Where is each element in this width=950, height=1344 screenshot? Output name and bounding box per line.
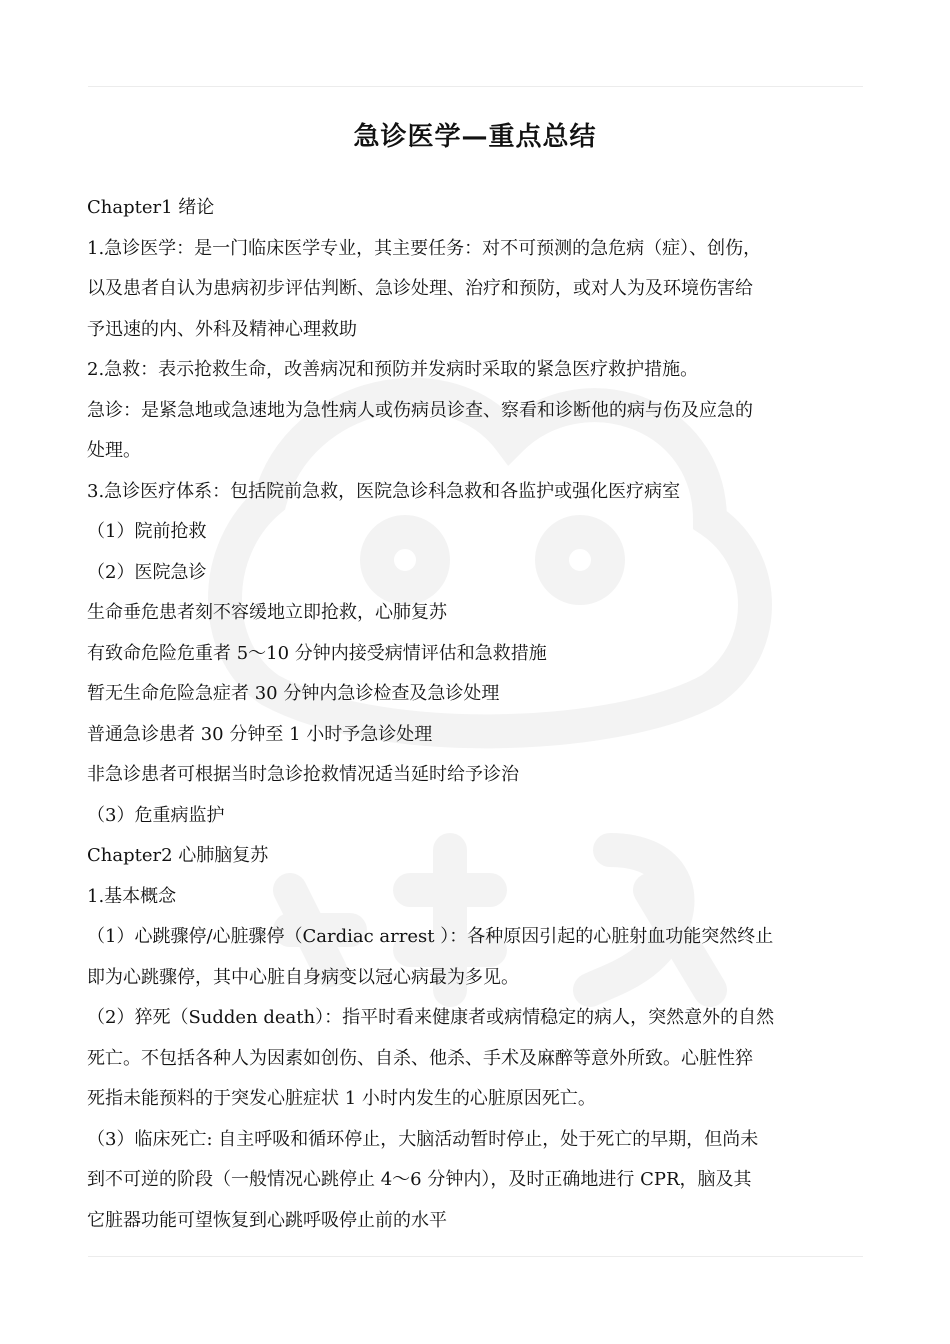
paragraph-line: 予迅速的内、外科及精神心理救助 (87, 318, 357, 340)
list-item: （3）临床死亡: 自主呼吸和循环停止，大脑活动暂时停止，处于死亡的早期，但尚未 (87, 1128, 759, 1150)
paragraph-line: 到不可逆的阶段（一般情况心跳停止 4～6 分钟内），及时正确地进行 CPR，脑及其 (87, 1169, 752, 1190)
list-item: （2）猝死（Sudden death）：指平时看来健康者或病情稳定的病人，突然意外的自然 (87, 1007, 775, 1028)
list-item: （1）心跳骤停/心脏骤停（Cardiac arrest ）：各种原因引起的心脏射血功能突然终止 (87, 926, 774, 947)
paragraph-line: 暂无生命危险急症者 30 分钟内急诊检查及急诊处理 (87, 683, 500, 704)
paragraph-line: 即为心跳骤停，其中心脏自身病变以冠心病最为多见。 (87, 966, 519, 988)
chapter-heading: Chapter1 绪论 (87, 197, 215, 218)
paragraph-line: 处理。 (87, 440, 141, 461)
top-divider (88, 86, 863, 87)
paragraph-line: 急诊：是紧急地或急速地为急性病人或伤病员诊查、察看和诊断他的病与伤及应急的 (87, 399, 753, 421)
list-item: （1）院前抢救 (87, 521, 207, 542)
section-heading: 1.基本概念 (87, 885, 177, 907)
paragraph-line: 它脏器功能可望恢复到心跳呼吸停止前的水平 (87, 1209, 447, 1231)
paragraph-line: 死亡。不包括各种人为因素如创伤、自杀、他杀、手术及麻醉等意外所致。心脏性猝 (87, 1047, 753, 1069)
paragraph-line: 有致命危险危重者 5～10 分钟内接受病情评估和急救措施 (87, 642, 547, 664)
paragraph-line: 2.急救：表示抢救生命，改善病况和预防并发病时采取的紧急医疗救护措施。 (87, 359, 699, 380)
paragraph-line: 死指未能预料的于突发心脏症状 1 小时内发生的心脏原因死亡。 (87, 1088, 596, 1109)
paragraph-line: 以及患者自认为患病初步评估判断、急诊处理、治疗和预防，或对人为及环境伤害给 (87, 278, 753, 299)
list-item: （2）医院急诊 (87, 561, 207, 583)
document-body (87, 188, 877, 1241)
paragraph-line: 普通急诊患者 30 分钟至 1 小时予急诊处理 (87, 723, 433, 745)
document-title: 急诊医学—重点总结 (353, 122, 597, 152)
chapter-heading: Chapter2 心肺脑复苏 (87, 845, 269, 866)
bottom-divider (88, 1256, 863, 1257)
paragraph-line: 非急诊患者可根据当时急诊抢救情况适当延时给予诊治 (87, 764, 519, 785)
paragraph-line: 1.急诊医学：是一门临床医学专业，其主要任务：对不可预测的急危病（症）、创伤， (87, 237, 762, 259)
list-item: （3）危重病监护 (87, 804, 225, 826)
paragraph-line: 3.急诊医疗体系：包括院前急救，医院急诊科急救和各监护或强化医疗病室 (87, 480, 681, 502)
paragraph-line: 生命垂危患者刻不容缓地立即抢救，心肺复苏 (87, 602, 447, 623)
